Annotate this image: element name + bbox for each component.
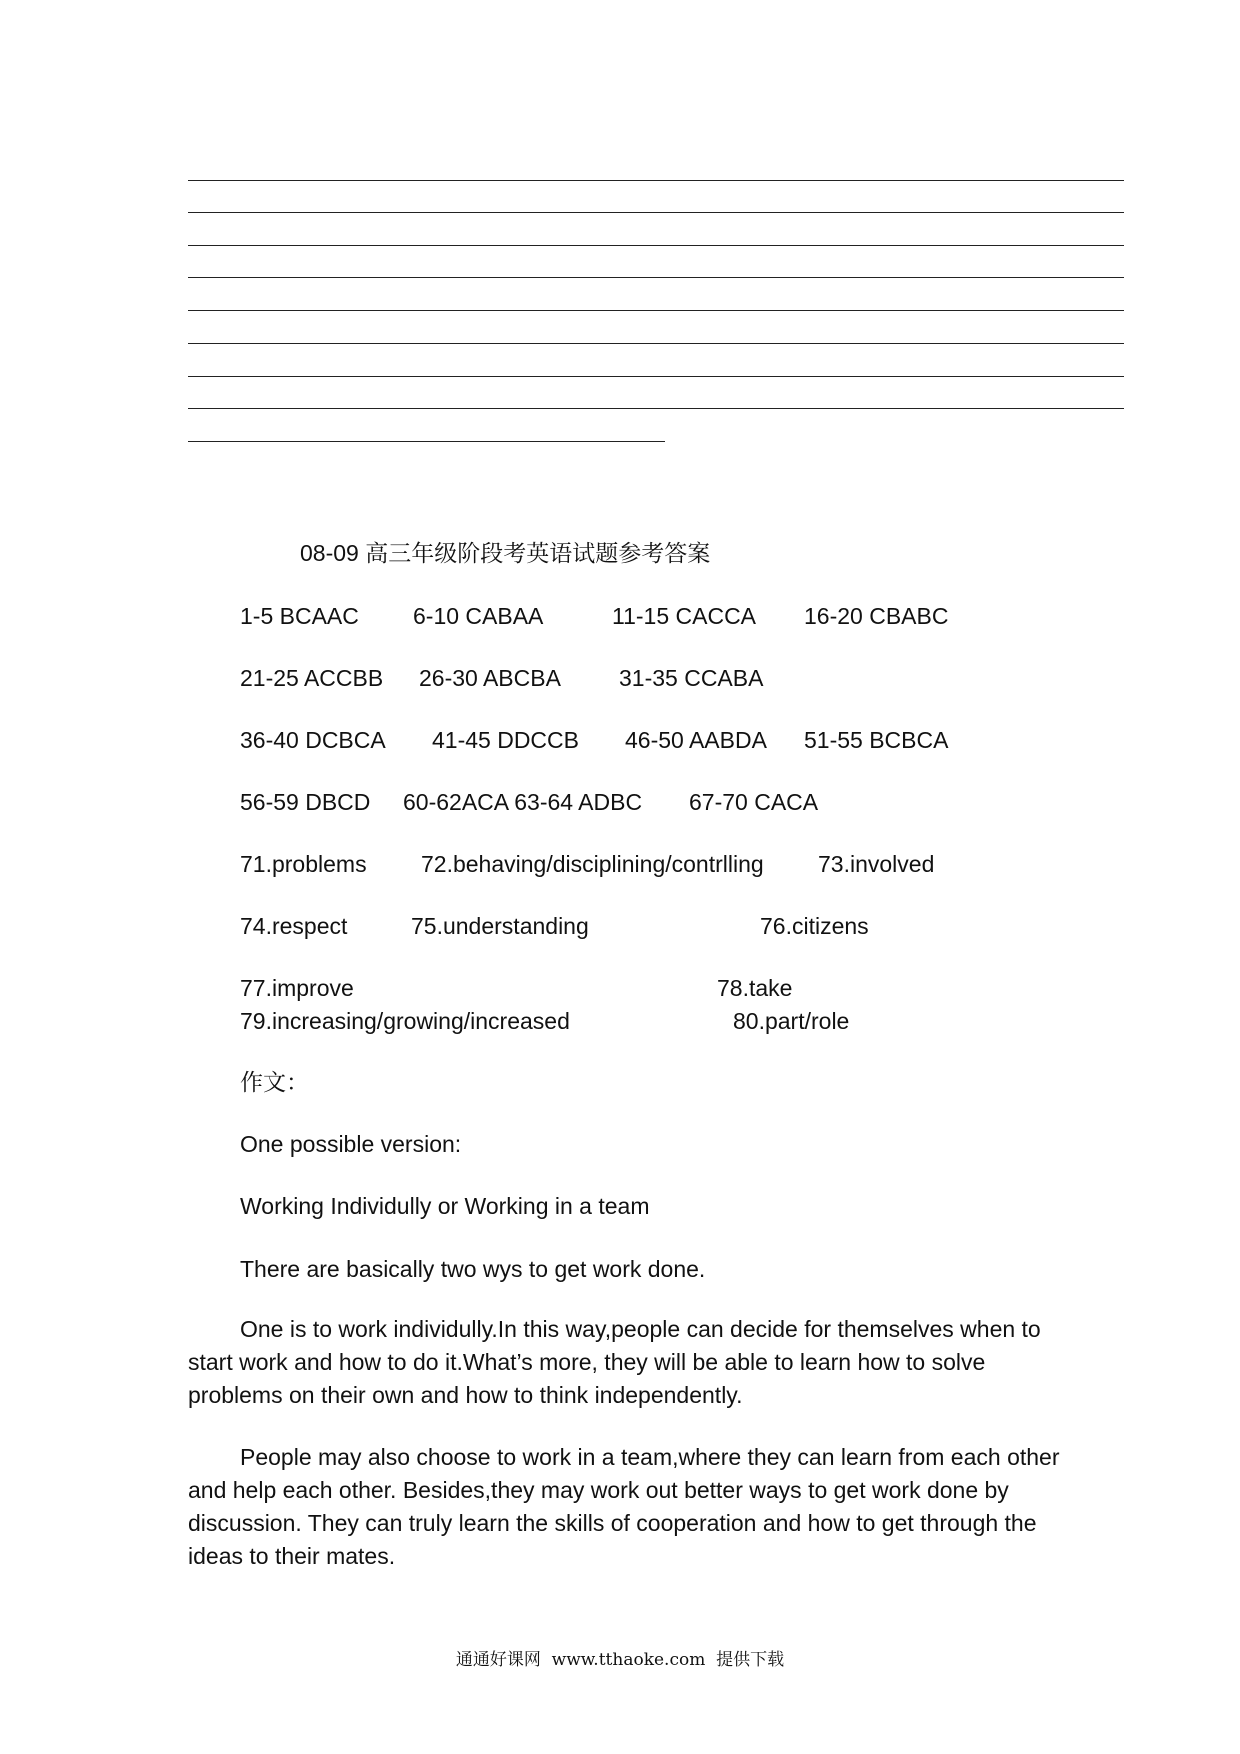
essay-title: Working Individully or Working in a team [240, 1193, 650, 1219]
answer-group: 11-15 CACCA [612, 603, 757, 629]
answer-group: 51-55 BCBCA [804, 727, 949, 753]
writing-line [188, 245, 1124, 246]
page-footer: 通通好课网 www.tthaoke.com 提供下载 [455, 1650, 785, 1670]
answer-group: 21-25 ACCBB [240, 665, 384, 691]
answer-group: 36-40 DCBCA [240, 727, 386, 753]
writing-line [188, 376, 1124, 377]
answer-word: 74.respect [240, 913, 348, 939]
paragraph-line: ideas to their mates. [188, 1543, 396, 1569]
answer-group: 56-59 DBCD [240, 789, 371, 815]
answer-word: 79.increasing/growing/increased [240, 1008, 570, 1034]
answer-word: 80.part/role [733, 1008, 850, 1034]
paragraph-line: People may also choose to work in a team,where they can learn from each other [240, 1444, 1060, 1470]
writing-line [188, 310, 1124, 311]
essay-first-sentence: There are basically two wys to get work done. [240, 1256, 706, 1282]
answer-group: 46-50 AABDA [625, 727, 767, 753]
answer-word: 72.behaving/disciplining/contrlling [421, 851, 764, 877]
writing-line [188, 408, 1124, 409]
paragraph-line: problems on their own and how to think independently. [188, 1382, 743, 1408]
paragraph-line: discussion. They can truly learn the skills of cooperation and how to get through the [188, 1510, 1037, 1536]
answer-group: 16-20 CBABC [804, 603, 949, 629]
answer-group: 6-10 CABAA [413, 603, 544, 629]
answer-word: 73.involved [818, 851, 935, 877]
essay-paragraph-1 [188, 1313, 1041, 1412]
answer-word: 78.take [717, 975, 793, 1001]
answer-word: 71.problems [240, 851, 367, 877]
essay-intro: One possible version: [240, 1131, 462, 1157]
writing-line [188, 212, 1124, 213]
answer-group: 41-45 DDCCB [432, 727, 579, 753]
paragraph-line: and help each other. Besides,they may work out better ways to get work done by [188, 1477, 1009, 1503]
writing-line [188, 441, 665, 442]
answer-word: 75.understanding [411, 913, 589, 939]
writing-line [188, 180, 1124, 181]
answer-group: 31-35 CCABA [619, 665, 764, 691]
answer-word: 76.citizens [760, 913, 869, 939]
writing-line [188, 277, 1124, 278]
paragraph-line: start work and how to do it.What’s more, they will be able to learn how to solve [188, 1349, 986, 1375]
answer-group: 60-62ACA 63-64 ADBC [403, 789, 643, 815]
essay-paragraph-2 [188, 1441, 1060, 1573]
answer-word: 77.improve [240, 975, 354, 1001]
essay-label: 作文： [240, 1069, 309, 1095]
writing-line [188, 343, 1124, 344]
answer-group: 1-5 BCAAC [240, 603, 359, 629]
paragraph-line: One is to work individully.In this way,people can decide for themselves when to [240, 1316, 1041, 1342]
answer-group: 26-30 ABCBA [419, 665, 561, 691]
page-title: 08-09 高三年级阶段考英语试题参考答案 [300, 540, 711, 566]
answer-group: 67-70 CACA [689, 789, 819, 815]
